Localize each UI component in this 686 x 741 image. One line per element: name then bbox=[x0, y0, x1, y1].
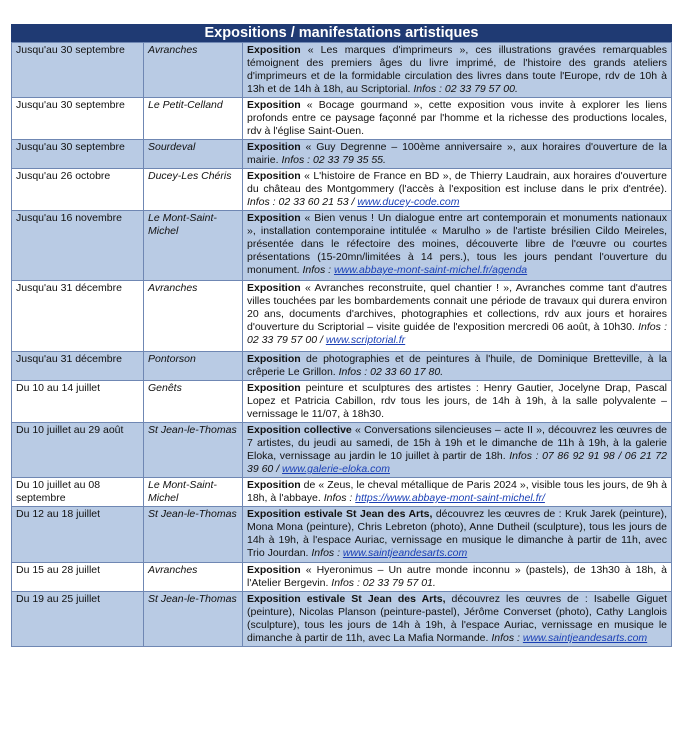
event-info: Infos : 02 33 79 57 00 / bbox=[247, 321, 667, 346]
table-row bbox=[12, 478, 672, 507]
event-heading: Exposition bbox=[247, 564, 301, 576]
event-date: Du 15 au 28 juillet bbox=[12, 563, 144, 592]
table-row bbox=[12, 381, 672, 423]
table-row bbox=[12, 423, 672, 478]
event-description bbox=[243, 478, 672, 507]
event-date: Du 10 juillet au 08 septembre bbox=[12, 478, 144, 507]
event-date: Du 19 au 25 juillet bbox=[12, 592, 144, 647]
event-link[interactable]: www.scriptorial.fr bbox=[325, 334, 406, 346]
event-heading: Exposition bbox=[247, 44, 301, 56]
event-date: Du 10 juillet au 29 août bbox=[12, 423, 144, 478]
event-description bbox=[243, 281, 672, 352]
event-date: Jusqu'au 26 octobre bbox=[12, 169, 144, 211]
event-description bbox=[243, 352, 672, 381]
section-title: Expositions / manifestations artistiques bbox=[11, 24, 672, 42]
event-description bbox=[243, 592, 672, 647]
event-description bbox=[243, 211, 672, 281]
event-link[interactable]: www.saintjeandesarts.com bbox=[342, 547, 468, 559]
event-text: « Les marques d'imprimeurs », ces illustrations gravées remarquables témoignent des premiers âges du livre imprimé, de l'histoire des grands ateliers d'imprimeurs et de la formidable circulation des livres dans toute l'Europe, rdv de 10h à 13h et de 14h à 18h, au Scriptorial. bbox=[247, 44, 667, 95]
table-row bbox=[12, 169, 672, 211]
event-info: Infos : 02 33 60 17 80. bbox=[338, 366, 444, 378]
event-text: « Hyeronimus – Un autre monde inconnu » (pastels), de 13h30 à 18h, à l'Atelier Bergevin. bbox=[247, 564, 667, 589]
events-document bbox=[11, 24, 672, 647]
event-link[interactable]: https://www.abbaye-mont-saint-michel.fr/ bbox=[355, 492, 545, 504]
event-info: Infos : 02 33 79 35 55. bbox=[281, 154, 386, 166]
event-description bbox=[243, 423, 672, 478]
event-info: Infos : bbox=[302, 264, 334, 276]
event-description bbox=[243, 507, 672, 563]
event-date: Du 12 au 18 juillet bbox=[12, 507, 144, 563]
event-text: de « Zeus, le cheval métallique de Paris 2024 », visible tous les jours, de 9h à 18h, à l'abbaye. bbox=[247, 479, 667, 504]
event-place: Le Petit-Celland bbox=[144, 98, 243, 140]
event-heading: Exposition bbox=[247, 141, 301, 153]
table-row bbox=[12, 592, 672, 647]
event-text: découvrez les œuvres de : Isabelle Giguet (peinture), Nicolas Planson (peinture-pastel), Jérôme Converset (photo), Cathy Langlois (sculpture), tous les jours de 14h à 19h, à l'espace Auriac, vernissage en musique le dimanche à partir de 11h, avec La Mafia Normande. bbox=[247, 593, 667, 644]
table-row bbox=[12, 507, 672, 563]
event-place: St Jean-le-Thomas bbox=[144, 592, 243, 647]
event-info: Infos : bbox=[491, 632, 523, 644]
table-row bbox=[12, 43, 672, 98]
event-heading: Exposition bbox=[247, 382, 301, 394]
event-info: Infos : 07 86 92 91 98 / 06 21 72 39 60 / bbox=[247, 450, 667, 475]
event-place: St Jean-le-Thomas bbox=[144, 423, 243, 478]
event-heading: Exposition bbox=[247, 282, 301, 294]
event-heading: Exposition estivale St Jean des Arts, bbox=[247, 593, 446, 605]
event-heading: Exposition bbox=[247, 353, 301, 365]
event-date: Jusqu'au 31 décembre bbox=[12, 352, 144, 381]
event-date: Jusqu'au 16 novembre bbox=[12, 211, 144, 281]
event-link[interactable]: www.saintjeandesarts.com bbox=[522, 632, 648, 644]
event-info: Infos : 02 33 79 57 00. bbox=[413, 83, 518, 95]
event-link[interactable]: www.abbaye-mont-saint-michel.fr/agenda bbox=[333, 264, 528, 276]
event-info: Infos : bbox=[311, 547, 343, 559]
event-heading: Exposition bbox=[247, 170, 301, 182]
table-row bbox=[12, 563, 672, 592]
table-row bbox=[12, 352, 672, 381]
event-place: Avranches bbox=[144, 281, 243, 352]
event-place: Sourdeval bbox=[144, 140, 243, 169]
event-date: Jusqu'au 30 septembre bbox=[12, 140, 144, 169]
event-description bbox=[243, 43, 672, 98]
event-info: Infos : 02 33 79 57 01. bbox=[331, 577, 436, 589]
event-place: St Jean-le-Thomas bbox=[144, 507, 243, 563]
event-heading: Exposition collective bbox=[247, 424, 352, 436]
event-description bbox=[243, 169, 672, 211]
event-info: Infos : 02 33 60 21 53 / bbox=[247, 196, 358, 208]
event-text: « L'histoire de France en BD », de Thierry Laudrain, aux horaires d'ouverture du château des Montgommery (l'accès à l'exposition est incluse dans le prix d'entrée). bbox=[247, 170, 667, 195]
event-date: Jusqu'au 30 septembre bbox=[12, 43, 144, 98]
event-link[interactable]: www.ducey-code.com bbox=[357, 196, 460, 208]
event-text: « Avranches reconstruite, quel chantier ! », Avranches comme tant d'autres villes touchées par les bombardements connait une période de travaux qui durera environ 20 ans, documents d'archives, photographies et collections, rdv aux jours et horaires d'ouverture du Scriptorial – visite guidée de l'exposition mercredi 06 août, à 10h30. bbox=[247, 282, 667, 333]
event-text: « Guy Degrenne – 100ème anniversaire », aux horaires d'ouverture de la mairie. bbox=[247, 141, 667, 166]
table-row bbox=[12, 211, 672, 281]
event-place: Genêts bbox=[144, 381, 243, 423]
event-place: Le Mont-Saint-Michel bbox=[144, 211, 243, 281]
events-table bbox=[11, 42, 672, 647]
event-description bbox=[243, 98, 672, 140]
event-place: Pontorson bbox=[144, 352, 243, 381]
table-row bbox=[12, 281, 672, 352]
event-info: Infos : bbox=[323, 492, 356, 504]
event-heading: Exposition bbox=[247, 212, 301, 224]
table-row bbox=[12, 98, 672, 140]
event-heading: Exposition bbox=[247, 99, 301, 111]
event-place: Le Mont-Saint-Michel bbox=[144, 478, 243, 507]
event-date: Jusqu'au 30 septembre bbox=[12, 98, 144, 140]
event-date: Du 10 au 14 juillet bbox=[12, 381, 144, 423]
event-text: peinture et sculptures des artistes : Henry Gautier, Jocelyne Drap, Pascal Lopez et Patricia Cabillon, rdv tous les jours, de 14h à 19h, à la salle polyvalente – vernissage le 11/07, à 18h30. bbox=[247, 382, 667, 420]
event-text: « Conversations silencieuses – acte II », découvrez les œuvres de 7 artistes, du jeudi au samedi, de 15h à 19h et le dimanche de 11h à 19h, à la galerie Eloka, vernissage au jardin le 10 juillet à partir de 18h. bbox=[247, 424, 667, 462]
event-text: découvrez les œuvres de : Kruk Jarek (peinture), Mona Mona (peinture), Chris Lebreton (photo), Anne Dutheil (sculpture), tous les jours de 14h à 19h, à l'espace Auriac, vernissage en musique le dimanche à partir de 11h, avec Trio Jourdan. bbox=[247, 508, 668, 559]
event-text: « Bocage gourmand », cette exposition vous invite à explorer les liens profonds entre ce paysage façonné par l'homme et la richesse des productions locales, rdv à l'église Saint-Ouen. bbox=[247, 99, 667, 137]
event-link[interactable]: www.galerie-eloka.com bbox=[282, 463, 390, 475]
event-date: Jusqu'au 31 décembre bbox=[12, 281, 144, 352]
table-row bbox=[12, 140, 672, 169]
event-heading: Exposition bbox=[247, 479, 301, 491]
event-description bbox=[243, 140, 672, 169]
event-description bbox=[243, 563, 672, 592]
event-description bbox=[243, 381, 672, 423]
event-place: Ducey-Les Chéris bbox=[144, 169, 243, 211]
event-place: Avranches bbox=[144, 43, 243, 98]
event-text: « Bien venus ! Un dialogue entre art contemporain et monuments nationaux », installation contemporaine intitulée « Marulho » de l'artiste brésilien Cildo Meireles, présentée dans le réfectoire des moines, découverte libre de l'œuvre ou courtes présentations (15-20mn/limitées à 14 pers.), tous les jours pendant l'ouverture du monument. bbox=[247, 212, 667, 276]
event-text: de photographies et de peintures à l'huile, de Dominique Bretteville, à la crêperie Le Grillon. bbox=[247, 353, 667, 378]
event-heading: Exposition estivale St Jean des Arts, bbox=[247, 508, 433, 520]
event-place: Avranches bbox=[144, 563, 243, 592]
